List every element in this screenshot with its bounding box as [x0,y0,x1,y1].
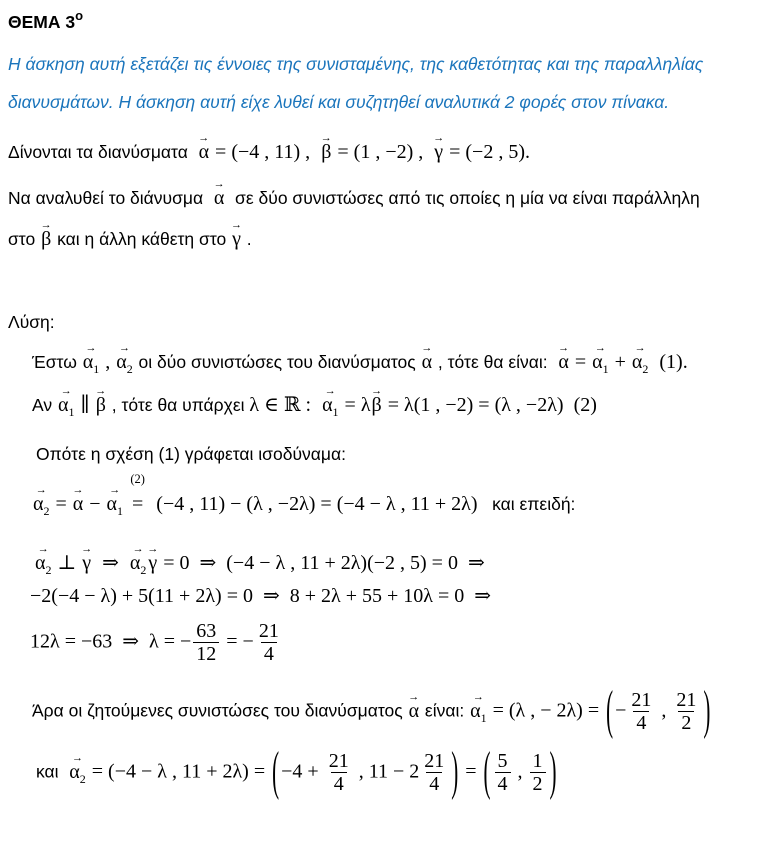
math-run: = [569,351,592,373]
math-run: = (λ , − 2λ) = [487,699,605,722]
math-run: (−4 , 11) − (λ , −2λ) = (−4 − λ , 11 + 2λ) [151,493,478,515]
vector-arrow-icon: → [95,385,107,398]
fraction-numerator: 21 [424,750,445,772]
fraction-21-2 [673,690,699,735]
fraction-21-4 [421,751,447,796]
text-run: Να αναλυθεί το διάνυσμα [8,188,213,208]
fraction-numerator: 1 [532,750,543,772]
vector-subscript: 1 [117,504,124,518]
big-paren-close: ) [451,740,459,802]
vector-arrow-icon: → [213,178,225,191]
vector-letter: α [198,141,210,163]
vector-arrow-icon: → [320,132,332,145]
fraction-denominator: 4 [261,642,277,666]
vector-arrow-icon: → [72,484,84,497]
vector-arrow-icon: → [132,543,144,556]
vector-subscript: 1 [602,362,609,376]
fraction-21-4 [628,690,654,735]
vector-letter: α [558,351,569,373]
solution-label [8,312,768,334]
big-paren-open: ( [272,740,280,802]
math-run: = 0 ⇒ (−4 − λ , 11 + 2λ)(−2 , 5) = 0 ⇒ [158,552,485,574]
vector-arrow-icon: → [109,484,121,497]
vector-letter: β [371,394,382,416]
math-run: 12λ = −63 ⇒ λ = − [30,630,192,653]
math-run: − [84,493,106,515]
vector-arrow-icon: → [118,342,130,355]
vector-letter: γ [82,552,92,574]
vector-gamma [81,543,93,576]
solution-step-setup [32,344,768,377]
solution-step-perpendicular [34,545,768,578]
math-run: , [100,351,116,373]
vector-alpha [421,342,433,375]
vector-subscript: 2 [140,563,147,577]
fraction-21-4 [326,751,352,796]
fraction-1-2 [530,751,546,796]
vector-arrow-icon: → [558,342,570,355]
vector-letter: α [592,351,603,373]
fraction-numerator: 21 [258,620,279,642]
vector-alpha-2 [115,342,133,377]
text-run: στο [8,229,41,249]
fraction-denominator: 4 [426,772,442,796]
text-run: και η άλλη κάθετη στο [52,229,232,249]
fraction-denominator: 12 [193,642,219,666]
problem-statement-line-1 [8,180,768,211]
vector-arrow-icon: → [594,342,606,355]
solution-result-a1 [32,679,768,741]
relation-reference-label: (2) [130,472,145,486]
vector-arrow-icon: → [472,690,484,703]
vector-arrow-icon: → [324,385,336,398]
vector-subscript: 2 [45,563,52,577]
solution-step-a2-expansion [32,472,768,519]
vector-alpha [557,342,570,375]
fraction-numerator: 21 [328,750,349,772]
math-run: = λ [339,394,371,416]
vector-subscript: 2 [79,771,86,786]
vector-letter: γ [434,141,444,163]
vector-alpha [408,690,420,724]
vector-alpha-1 [106,484,124,519]
vector-gamma [231,219,242,252]
math-run: ⊥ [52,552,82,574]
math-run: (1). [649,351,688,373]
fraction-denominator: 4 [633,711,649,735]
big-paren-open: ( [483,740,491,802]
vector-letter: α [421,351,433,373]
vector-alpha-2 [68,751,86,787]
vector-letter: β [95,394,106,416]
fraction-denominator: 2 [678,711,694,735]
text-run: Η άσκηση αυτή εξετάζει τις έννοιες της συνισταμένης, της καθετότητας και της παραλληλίας [8,54,704,75]
math-run: = (−2 , 5). [444,141,530,163]
math-run: − [615,699,627,722]
fraction-denominator: 4 [495,772,511,796]
math-run: = (−4 − λ , 11 + 2λ) = [86,760,271,783]
fraction-denominator: 4 [331,772,347,796]
math-run: −4 + [281,760,324,783]
vector-arrow-icon: → [37,543,49,556]
vector-arrow-icon: → [35,484,47,497]
vector-arrow-icon: → [85,342,97,355]
fraction-numerator: 21 [676,689,697,711]
vector-letter: α [57,394,69,416]
fraction-21-4 [256,621,282,666]
problem-statement-line-2 [8,221,768,252]
vector-letter: β [41,228,52,250]
vector-letter: α [69,760,80,783]
math-run: = (−4 , 11) , [210,141,321,163]
text-run: Άρα οι ζητούμενες συνιστώσες του διανύσματος [32,700,408,721]
vector-alpha-1 [57,385,75,420]
math-run: λ ∈ ℝ : [249,394,322,416]
text-run: ΘΕΜΑ 3 [8,12,76,32]
text-run: Λύση: [8,312,55,332]
vector-letter: α [33,493,44,515]
vector-arrow-icon: → [40,219,52,232]
vector-letter: α [129,552,141,574]
theme-title [8,8,768,35]
vector-subscript: 2 [43,504,50,518]
fraction-5-4 [495,751,511,796]
fraction-denominator: 2 [530,772,546,796]
vector-alpha [213,178,225,211]
vector-alpha-1 [321,385,339,420]
vector-letter: γ [232,228,241,250]
vector-arrow-icon: → [72,751,83,764]
math-run: = − [221,630,254,653]
vector-arrow-icon: → [60,385,72,398]
vector-gamma [147,543,159,576]
big-paren-close: ) [549,740,557,802]
math-run: ∥ [75,394,95,416]
text-run: Δίνονται τα διανύσματα [8,142,198,162]
equals-by-relation-2 [130,472,145,517]
vector-alpha-2 [32,484,50,519]
vector-letter: α [408,699,420,722]
fraction-numerator: 63 [196,620,217,642]
vector-arrow-icon: → [198,132,210,145]
vector-alpha-2 [34,543,52,578]
vector-gamma [433,132,445,165]
text-run: Αν [32,395,57,415]
solution-step-expand-dot-product [30,584,768,609]
solution-step-rewrite-label [36,444,768,466]
vector-alpha-1 [82,342,100,377]
vector-letter: α [116,351,127,373]
vector-letter: α [322,394,333,416]
math-run: + [609,351,631,373]
big-paren-open: ( [606,679,614,741]
text-run: Έστω [32,352,82,372]
math-run: , [512,760,528,783]
big-paren-close: ) [703,679,711,741]
intro-note-line-1 [8,52,768,76]
text-run: και επειδή: [477,494,576,514]
text-run: σε δύο συνιστώσες από τις οποίες η μία να είναι παράλληλη [225,188,700,208]
vector-subscript: 2 [642,362,649,376]
text-run: , τότε θα υπάρχει [106,395,250,415]
vector-beta [371,385,383,418]
vector-arrow-icon: → [147,543,159,556]
vector-arrow-icon: → [421,342,433,355]
text-run: . [241,229,252,249]
math-run: , 11 − 2 [353,760,420,783]
vector-letter: α [72,493,84,515]
vector-beta [40,219,52,252]
vector-beta [320,132,332,165]
text-run: και [36,761,69,782]
superscript-ordinal: ο [75,8,84,23]
text-run: οι δύο συνιστώσες του διανύσματος [133,352,421,372]
vector-letter: α [35,552,46,574]
vector-letter: α [106,493,118,515]
vector-arrow-icon: → [371,385,383,398]
vector-letter: β [321,141,332,163]
vector-subscript: 2 [126,362,133,376]
vector-letter: γ [148,552,158,574]
vector-subscript: 1 [480,710,487,725]
math-run: , [656,699,672,722]
fraction-63-12 [193,621,219,666]
vector-alpha-2 [631,342,649,377]
given-vectors-line [8,134,768,165]
vector-arrow-icon: → [433,132,445,145]
solution-step-parallel [32,387,768,420]
intro-note-line-2 [8,90,768,114]
vector-subscript: 1 [93,362,100,376]
text-run: , τότε θα είναι: [433,352,558,372]
math-run: ⇒ [92,552,129,574]
math-run: −2(−4 − λ) + 5(11 + 2λ) = 0 ⇒ 8 + 2λ + 55 + 10λ = 0 ⇒ [30,585,491,607]
vector-arrow-icon: → [81,543,93,556]
vector-letter: α [631,351,643,373]
vector-subscript: 1 [332,405,339,419]
vector-alpha-2 [129,543,147,578]
document-body [8,8,768,802]
fraction-numerator: 5 [497,750,508,772]
vector-alpha [72,484,84,517]
text-run: διανυσμάτων. Η άσκηση αυτή είχε λυθεί και συζητηθεί αναλυτικά 2 φορές στον πίνακα. [8,92,670,113]
math-run: = [50,493,72,515]
text-run: είναι: [420,700,470,721]
solution-result-a2 [36,740,768,802]
fraction-numerator: 21 [631,689,652,711]
vector-alpha-1 [591,342,609,377]
equals-sign: = [132,493,144,515]
solution-step-solve-lambda [30,621,768,666]
vector-letter: α [82,351,94,373]
vector-alpha [198,132,210,165]
vector-letter: α [213,187,225,209]
vector-arrow-icon: → [408,690,420,703]
vector-alpha-1 [469,690,487,726]
math-run: = [460,760,482,783]
math-run: = (1 , −2) , [332,141,434,163]
vector-letter: α [470,699,481,722]
vector-arrow-icon: → [231,219,242,232]
vector-subscript: 1 [68,405,75,419]
vector-arrow-icon: → [634,342,646,355]
math-run: = λ(1 , −2) = (λ , −2λ) (2) [382,394,597,416]
vector-beta [95,385,107,418]
text-run: Οπότε η σχέση (1) γράφεται ισοδύναμα: [36,444,346,464]
